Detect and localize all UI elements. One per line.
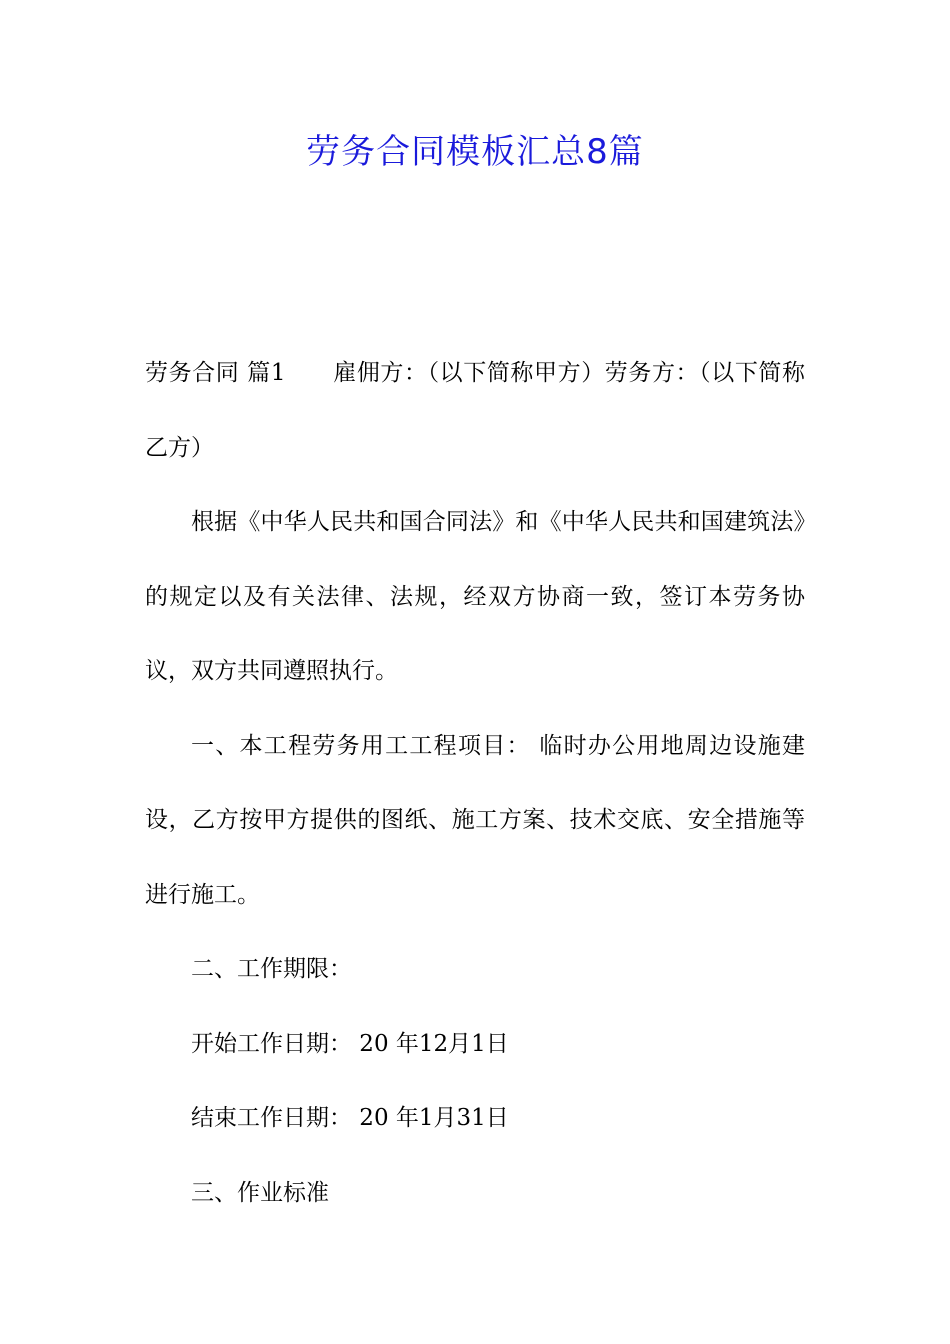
- work-standard-heading: 三、作业标准: [191, 1179, 329, 1206]
- document-title: 劳务合同模板汇总8篇: [306, 132, 644, 172]
- document-body: [145, 336, 805, 1230]
- contract-heading-paragraph: 劳务合同 篇1 雇佣方：（以下简称甲方）劳务方：（以下简称乙方）: [145, 360, 805, 461]
- end-date-line: 结束工作日期： 20 年1月31日: [191, 1105, 509, 1131]
- legal-basis-paragraph: 根据《中华人民共和国合同法》和《中华人民共和国建筑法》的规定以及有关法律、法规，经双方协商一致，签订本劳务协议，双方共同遵照执行。: [145, 509, 805, 684]
- start-date-line: 开始工作日期： 20 年12月1日: [191, 1030, 509, 1057]
- project-scope-paragraph: 一、本工程劳务用工工程项目： 临时办公用地周边设施建设，乙方按甲方提供的图纸、施工方案、技术交底、安全措施等进行施工。: [145, 732, 805, 908]
- work-period-heading: 二、工作期限：: [191, 956, 352, 982]
